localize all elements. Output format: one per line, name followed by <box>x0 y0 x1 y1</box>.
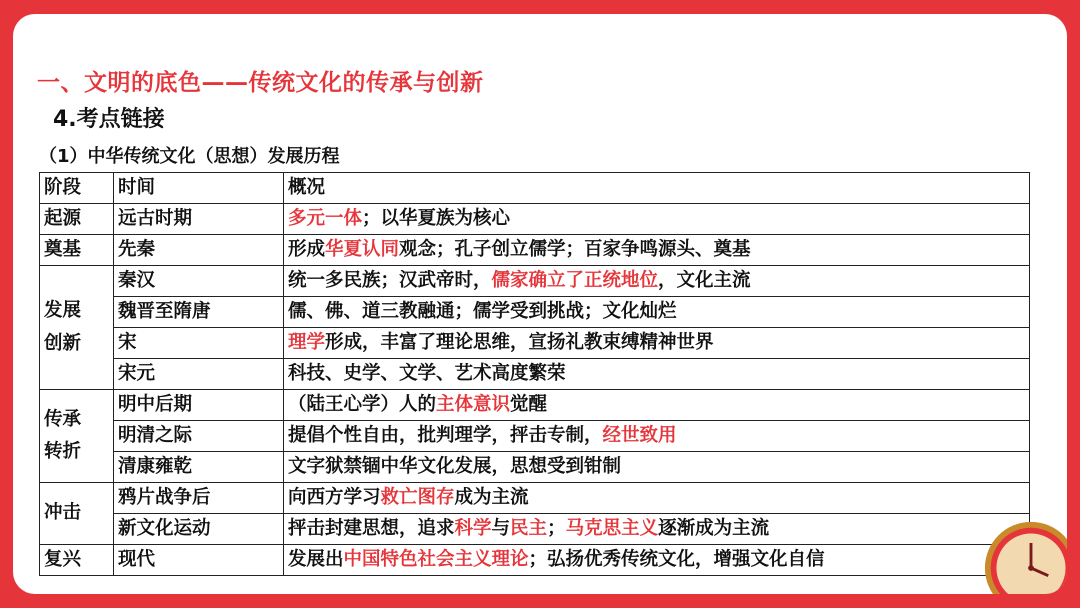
overview-cell <box>284 390 1030 421</box>
section-heading: 4.考点链接 <box>53 107 165 132</box>
overview-text: 形成，丰富了理论思维，宣扬礼教束缚精神世界 <box>325 331 714 353</box>
table-row <box>40 514 1030 545</box>
table-row <box>40 297 1030 328</box>
overview-cell <box>284 328 1030 359</box>
table-row <box>40 359 1030 390</box>
time-cell: 鸦片战争后 <box>114 483 284 514</box>
table-header-row <box>40 173 1030 204</box>
time-cell: 秦汉 <box>114 266 284 297</box>
clock-icon <box>983 520 1067 594</box>
overview-text: 统一多民族；汉武帝时， <box>288 269 492 291</box>
overview-text: 文字狱禁锢中华文化发展，思想受到钳制 <box>288 455 622 477</box>
overview-text: ，文化主流 <box>658 269 751 291</box>
time-cell: 明中后期 <box>114 390 284 421</box>
stage-cell: 奠基 <box>40 235 114 266</box>
overview-text: ；以华夏族为核心 <box>362 207 511 229</box>
highlight-text: 理学 <box>288 331 326 353</box>
overview-text: （陆王心学）人的 <box>288 393 437 415</box>
stage-cell: 发展 创新 <box>40 266 114 390</box>
overview-cell <box>284 204 1030 235</box>
stage-cell: 复兴 <box>40 545 114 576</box>
time-cell: 宋 <box>114 328 284 359</box>
highlight-text: 救亡图存 <box>380 486 455 508</box>
table-row <box>40 204 1030 235</box>
table-caption: （1）中华传统文化（思想）发展历程 <box>39 146 340 167</box>
overview-cell <box>284 359 1030 390</box>
overview-text: 成为主流 <box>454 486 529 508</box>
table-row <box>40 390 1030 421</box>
overview-cell <box>284 452 1030 483</box>
stage-cell: 起源 <box>40 204 114 235</box>
table-row <box>40 266 1030 297</box>
highlight-text: 中国特色社会主义理论 <box>343 548 529 570</box>
overview-text: ；弘扬优秀传统文化，增强文化自信 <box>528 548 825 570</box>
time-cell: 现代 <box>114 545 284 576</box>
header-stage: 阶段 <box>40 173 114 204</box>
overview-cell <box>284 545 1030 576</box>
highlight-text: 经世致用 <box>602 424 677 446</box>
table-row <box>40 452 1030 483</box>
overview-text: 观念；孔子创立儒学；百家争鸣源头、奠基 <box>399 238 751 260</box>
overview-text: ； <box>547 517 566 539</box>
highlight-text: 多元一体 <box>288 207 363 229</box>
overview-cell <box>284 483 1030 514</box>
time-cell: 远古时期 <box>114 204 284 235</box>
highlight-text: 马克思主义 <box>565 517 659 539</box>
overview-text: 逐渐成为主流 <box>658 517 770 539</box>
highlight-text: 科学 <box>454 517 492 539</box>
overview-text: 向西方学习 <box>288 486 381 508</box>
header-overview: 概况 <box>284 173 1030 204</box>
highlight-text: 儒家确立了正统地位 <box>491 269 659 291</box>
time-cell: 明清之际 <box>114 421 284 452</box>
table-row <box>40 328 1030 359</box>
overview-cell <box>284 514 1030 545</box>
overview-cell <box>284 235 1030 266</box>
time-cell: 宋元 <box>114 359 284 390</box>
stage-cell: 冲击 <box>40 483 114 545</box>
overview-text: 抨击封建思想，追求 <box>288 517 455 539</box>
time-cell: 魏晋至隋唐 <box>114 297 284 328</box>
history-table <box>39 172 1030 576</box>
stage-cell: 传承 转折 <box>40 390 114 483</box>
slide-title: 一、文明的底色——传统文化的传承与创新 <box>37 70 484 96</box>
overview-text: 发展出 <box>288 548 344 570</box>
table-row <box>40 483 1030 514</box>
table-row <box>40 421 1030 452</box>
table-row <box>40 235 1030 266</box>
overview-text: 科技、史学、文学、艺术高度繁荣 <box>288 362 566 384</box>
time-cell: 清康雍乾 <box>114 452 284 483</box>
overview-cell <box>284 266 1030 297</box>
table-row <box>40 545 1030 576</box>
slide-card <box>13 14 1067 594</box>
time-cell: 先秦 <box>114 235 284 266</box>
header-time: 时间 <box>114 173 284 204</box>
highlight-text: 华夏认同 <box>325 238 400 260</box>
overview-cell <box>284 421 1030 452</box>
highlight-text: 民主 <box>510 517 548 539</box>
overview-text: 形成 <box>288 238 326 260</box>
highlight-text: 主体意识 <box>436 393 511 415</box>
time-cell: 新文化运动 <box>114 514 284 545</box>
overview-text: 儒、佛、道三教融通；儒学受到挑战；文化灿烂 <box>288 300 677 322</box>
overview-cell <box>284 297 1030 328</box>
overview-text: 觉醒 <box>510 393 548 415</box>
overview-text: 提倡个性自由，批判理学，抨击专制， <box>288 424 603 446</box>
overview-text: 与 <box>491 517 511 539</box>
